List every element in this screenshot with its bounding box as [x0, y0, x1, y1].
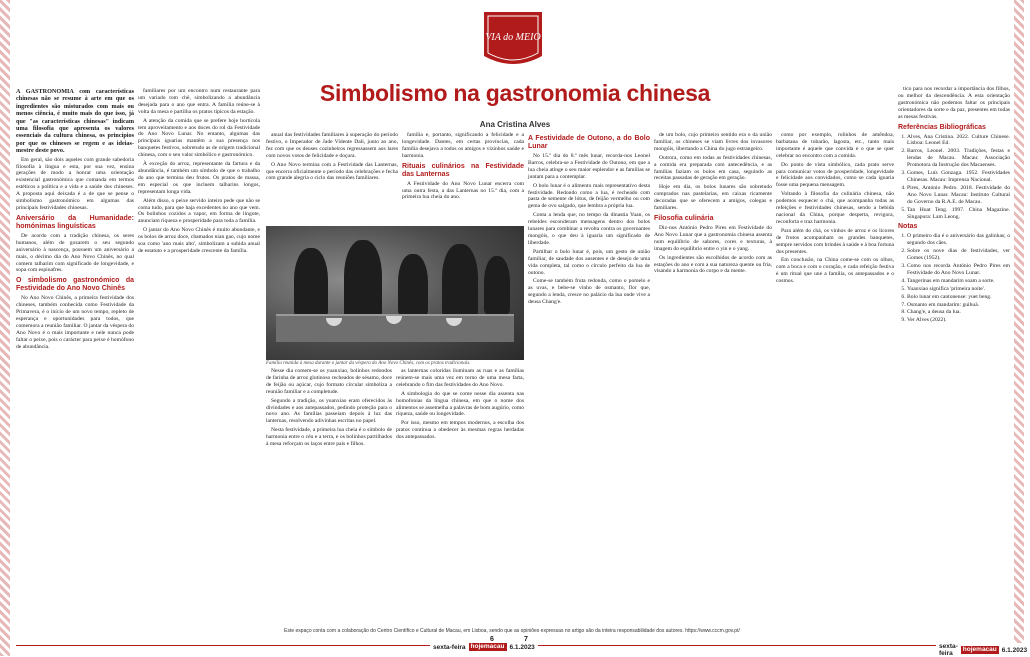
person-silhouette	[398, 254, 428, 316]
notes-list	[898, 233, 1010, 324]
notes-heading: Notas	[898, 223, 918, 231]
paragraph: anual das festividades familiares à superação do período festivo, o Imperador de Jade Vidente Dali, junto ao ano, fez com que os deuses cozinheiros regressassem aos lares com novos votos de felicidade e doçura.	[266, 132, 398, 159]
paragraph: O Ano Novo termina com a Festividade das Lanternas, que encerra oficialmente o período das celebrações e fecha com grande alegria o ciclo das reuniões familiares.	[266, 161, 398, 182]
footer-date: 6.1.2023	[509, 643, 535, 651]
paragraph: Segundo a tradição, os yuanxiao eram oferecidos às divindades e aos antepassados, pedindo proteção para o novo ano. As famílias passeiam depois à luz das lanternas, resolvendo adivinhas escritas no papel.	[266, 397, 392, 425]
paragraph: como por exemplo, rolinhos de amêndoa, barbatana de tubarão, lagosta, etc., tanto mais importante é aquele que convida e o que se quer celebrar no encontro com a comida.	[776, 132, 894, 159]
note-item: 3. Como nos recorda António Pedro Pires em Festividade do Ano Novo Lunar.	[907, 263, 1010, 277]
footer-dateline-right	[936, 643, 1030, 657]
paragraph: Outrora, como em todas as festividades chinesas, a comida era preparada com antecedência, e as famílias faziam os bolos em casa, seguindo as receitas passadas de geração em geração.	[654, 154, 772, 182]
paragraph: Diz-nos António Pedro Pires em Festividade do Ano Novo Lunar que a gastronomia chinesa assenta num equilíbrio de sabores, cores e texturas, à imagem do equilíbrio entre o yin e o yang.	[654, 224, 772, 252]
paragraph: Hoje em dia, os bolos lunares são sobretudo comprados nas pastelarias, em caixas ricamente decoradas que se oferecem a amigos, colegas e familiares.	[654, 184, 772, 212]
article-byline: Ana Cristina Alves	[479, 120, 551, 129]
section-heading: A Festividade de Outono, a do Bolo Lunar	[528, 135, 650, 150]
paragraph: À exceção do arroz, representante da fartura e da abundância, é também um símbolo de que o trabalho do ano que termina deu frutos. Os pratos de massa, em especial os que incluem talharins longos, representam longa vida.	[138, 161, 260, 195]
note-item: 2. Sobre os nove dias de festividades, ver Gomes (1952).	[907, 248, 1010, 262]
reference-item: 3. Gomes, Luís Gonzaga. 1952. Festividades Chinesas. Macau: Imprensa Nacional.	[907, 170, 1010, 184]
note-item: 7. Osmanto em mandarim: guìhuā.	[907, 302, 1010, 309]
paragraph: A Festividade do Ano Novo Lunar encerra com uma outra festa, a das Lanternas no 15.º dia, com a primeira lua cheia do ano.	[402, 180, 524, 201]
masthead-logo: hojemacau	[962, 646, 997, 653]
paragraph: familiares por um encontro num restaurante para um variado tom chê, simbolizando a abundância desejada para o ano que entra. A família reúne-se à volta da mesa e partilha os pratos típicos da estação.	[138, 88, 260, 115]
paragraph: Em conclusão, na China come-se com os olhos, com a boca e com o coração, e cada refeição festiva é um ritual que une a família, os antepassados e o cosmos.	[776, 257, 894, 285]
person-silhouette	[344, 240, 382, 320]
article-column-4b	[396, 368, 524, 626]
paragraph: Por isso, mesmo em tempos modernos, a escolha dos pratos continua a obedecer às mesmas regras herdadas dos antepassados.	[396, 420, 524, 441]
lead-paragraph: A GASTRONOMIA com características chinesas não se resume à arte em que os ingredientes são misturados com mais ou menos ciência, é muito mais do que isso, já que "as características chinesas" indicam uma filosofia que apresenta os valores essenciais da cultura chinesa, os princípios por que os chineses se regem e as ideias-mestre deste povo.	[16, 88, 134, 155]
note-item: 6. Bolo lunar em cantonense: yuet beng.	[907, 294, 1010, 301]
footer-dateline-left	[430, 643, 538, 651]
paragraph: De acordo com a tradição chinesa, os seres humanos, além de gozarem o seu segundo aniversário à nascença, possuem um aniversário a mais, o décimo dia do Ano Novo Chinês, no qual comem talharim com significado de longevidade, e sopa com espinafres.	[16, 232, 134, 274]
paragraph: Come-se também fruta redonda, como o pomelo e as uvas, e bebe-se vinho de osmanto, flor que, segundo a lenda, cresce no palácio da lua onde vive a deusa Chang'e.	[528, 278, 650, 306]
section-heading: Filosofia culinária	[654, 214, 714, 222]
paragraph: Para além do chá, os vinhos de arroz e os licores de frutos acompanham os grandes banquetes, sempre servidos com brindes à saúde e à boa fortuna dos presentes.	[776, 227, 894, 255]
paragraph: A simbologia do que se come nesse dia assenta nas homofonias da língua chinesa, em que o nome dos alimentos se assemelha a palavras de bom augúrio, como riqueza, saúde ou longevidade.	[396, 390, 524, 418]
article-column-3b	[266, 368, 392, 626]
section-heading: Aniversário da Humanidade: homónimas linguísticas	[16, 214, 134, 230]
paragraph: as lanternas coloridas iluminam as ruas e as famílias reúnem-se mais uma vez em torno de uma mesa farta, celebrando o fim das festividades do Ano Novo.	[396, 368, 524, 388]
page-number-left: 6	[490, 636, 494, 643]
page-number-right: 7	[524, 636, 528, 643]
paragraph: Além disso, o peixe servido inteiro pede que não se coma tudo, para que haja excedentes no ano que vem. Os bolinhos cozidos a vapor, em forma de lingote, anunciam riqueza e prosperidade para toda a família.	[138, 197, 260, 225]
references-list	[898, 134, 1010, 221]
reference-item: 5. Tan Huat Teng. 1997. China Magazine. Singapura: Lam Leong.	[907, 207, 1010, 221]
decorative-border-right	[1014, 0, 1024, 656]
paragraph: O jantar do Ano Novo Chinês é muito abundante, e os bolos de arroz doce, chamados nian gao, cujo nome soa como 'ano mais alto', simbolizam a subida anual de estatuto e a prosperidade crescente da família.	[138, 227, 260, 254]
paragraph: Em geral, são dois aqueles com grande sabedoria filosofia à língua e esta, por sua vez, ensina gerações de modo a honrar uma orientação existencial gastronómica que comanda em termos estéticos a política e a vida e a saúde dos chineses. A proposta aqui deixada é a de que se pense o simbolismo gastronómico em algumas das principais festividades chinesas.	[16, 156, 134, 211]
article-column-8	[898, 86, 1010, 628]
paragraph: O bolo lunar é o alimento mais representativo desta festividade. Redondo como a lua, é recheado com pasta de semente de lótus, de feijão vermelho ou com gema de ovo salgado, que lembra a própria lua.	[528, 182, 650, 210]
reference-item: 2. Barros, Leonel. 2003. Tradições, festas e lendas de Macau. Macau: Associação Promotora da Instrução dos Macaenses.	[907, 148, 1010, 169]
article-column-2	[138, 88, 260, 626]
paragraph: de um bolo, cujo primeiro sentido era o da união familiar, os chineses se viam livres dos invasores mongóis, libertando a China do jugo estrangeiro.	[654, 132, 772, 152]
note-item: 5. Yuanxiao significa 'primeira noite'.	[907, 286, 1010, 293]
person-silhouette	[484, 256, 510, 314]
paragraph: Partilhar o bolo lunar é, pois, um gesto de união familiar, de saudade dos ausentes e de desejo de uma vida completa, tal como o círculo perfeito da lua de outono.	[528, 248, 650, 276]
footer-date: 6.1.2023	[1001, 646, 1028, 654]
footer-weekday: sexta-feira	[939, 643, 958, 657]
note-item: 8. Chang'e, a deusa da lua.	[907, 309, 1010, 316]
decorative-border-left	[0, 0, 10, 656]
note-item: 9. Ver Alves (2022).	[907, 317, 1010, 324]
logo-text: VIA do MEIO	[485, 32, 541, 43]
person-silhouette	[442, 244, 478, 318]
masthead-logo: hojemacau	[470, 643, 505, 650]
paragraph: Os ingredientes são escolhidos de acordo com as estações do ano e com a sua natureza quente ou fria, visando a harmonia do corpo e da mente.	[654, 254, 772, 275]
section-heading: O simbolismo gastronómico da Festividade do Ano Novo Chinês	[16, 277, 134, 293]
via-do-meio-logo	[478, 6, 548, 72]
section-heading: Rituais culinários na Festividade das Lanternas	[402, 162, 524, 178]
note-item: 1. O primeiro dia é o aniversário das galinhas; o segundo dos cães.	[907, 233, 1010, 247]
reference-item: 4. Pires, António Pedro. 2018. Festividade do Ano Novo Lunar. Macau: Instituto Cultural do Governo da R.A.E. de Macau.	[907, 185, 1010, 206]
references-heading: Referências Bibliográficas	[898, 123, 986, 131]
paragraph: Do ponto de vista simbólico, cada prato serve para comunicar votos de prosperidade, longevidade e felicidade aos convidados, como se cada iguaria fosse uma pequena mensagem.	[776, 161, 894, 189]
article-column-7	[776, 132, 894, 624]
article-column-3	[266, 132, 398, 224]
photo-caption: Família reunida à mesa durante o jantar da véspera do Ano Novo Chinês, com os pratos tradicionais.	[266, 361, 471, 366]
paragraph: A atenção da comida que se prefere hoje hortícola tem aproveitamento e aos doces do rol da Festividade do Ano Novo Lunar. No entanto, algumas das principais iguarias mantêm a sua presença nos banquetes festivos, sobretudo as de origem tradicional chinesa, com o seu valor simbólico e gastronómico.	[138, 117, 260, 159]
family-dinner-photo	[266, 226, 524, 360]
article-column-6	[654, 132, 772, 624]
article-title: Simbolismo na gastronomia chinesa	[319, 80, 711, 106]
person-silhouette	[294, 248, 328, 318]
reference-item: 1. Alves, Ana Cristina. 2022. Culture Chinese. Lisboa: Leonel Ed.	[907, 134, 1010, 148]
paragraph: No 15.º dia do 8.º mês lunar, recorda-nos Leonel Barros, celebra-se a Festividade do Outono, em que a lua cheia atinge o seu maior esplendor e as famílias se juntam para a contemplar.	[528, 153, 650, 180]
paragraph: Nesta festividade, a primeira lua cheia é o símbolo de harmonia entre o céu e a terra, e os bolinhos partilhados à mesa reforçam os laços entre pais e filhos.	[266, 427, 392, 448]
logo-badge-icon	[478, 6, 548, 72]
paragraph: Voltando à filosofia da culinária chinesa, não podemos esquecer o chá, que acompanha todas as refeições e festividades chinesas, sendo a bebida nacional da China, porque desperta, revigora, reconforta e traz harmonia.	[776, 191, 894, 225]
paragraph: Conta a lenda que, no tempo da dinastia Yuan, os rebeldes esconderam mensagens dentro dos bolos lunares para combinar a revolta contra os governantes mongóis, o que deu à iguaria um significado de liberdade.	[528, 212, 650, 246]
paragraph: tico para nos recordar a importância dos filhos, ou melhor da descendência. A esta orientação gastronómica não podemos faltar os principais orientadores da sorte e da paz, presentes em todas as mesas festivas.	[898, 86, 1010, 120]
article-column-4	[402, 132, 524, 224]
paragraph: No Ano Novo Chinês, a primeira festividade dos chineses, também conhecida como Festividade da Primavera, é o início de um novo tempo, repleto de esperança e oportunidades para todos, que comemora a reunião familiar. O jantar da véspera do Ano Novo é o mais importante e nele nunca pode faltar o peixe, pois o carácter para peixe é homófono de abundância.	[16, 295, 134, 350]
note-item: 4. Tangerinas em mandarim soam a sorte.	[907, 278, 1010, 285]
paragraph: Nesse dia comem-se os yuanxiao, bolinhos redondos de farinha de arroz glutinoso recheados de sésamo, doce de feijão ou açúcar, cujo formato circular simboliza a reunião familiar e a completude.	[266, 368, 392, 395]
footer-credit: Este espaço conta com a colaboração do Centro Científico e Cultural de Macau, em Lisboa, sendo que as opiniões expressas no artigo são da inteira responsabilidade dos autores. https://www.cccm.gov.pt/	[284, 628, 740, 634]
paragraph: família e, portanto, significando a felicidade e a longevidade. Dantes, em certas províncias, cada família desejava a todos os amigos e vizinhos saúde e harmonia.	[402, 132, 524, 159]
article-column-1	[16, 88, 134, 626]
article-column-5	[528, 132, 650, 624]
footer-weekday: sexta-feira	[433, 643, 466, 651]
